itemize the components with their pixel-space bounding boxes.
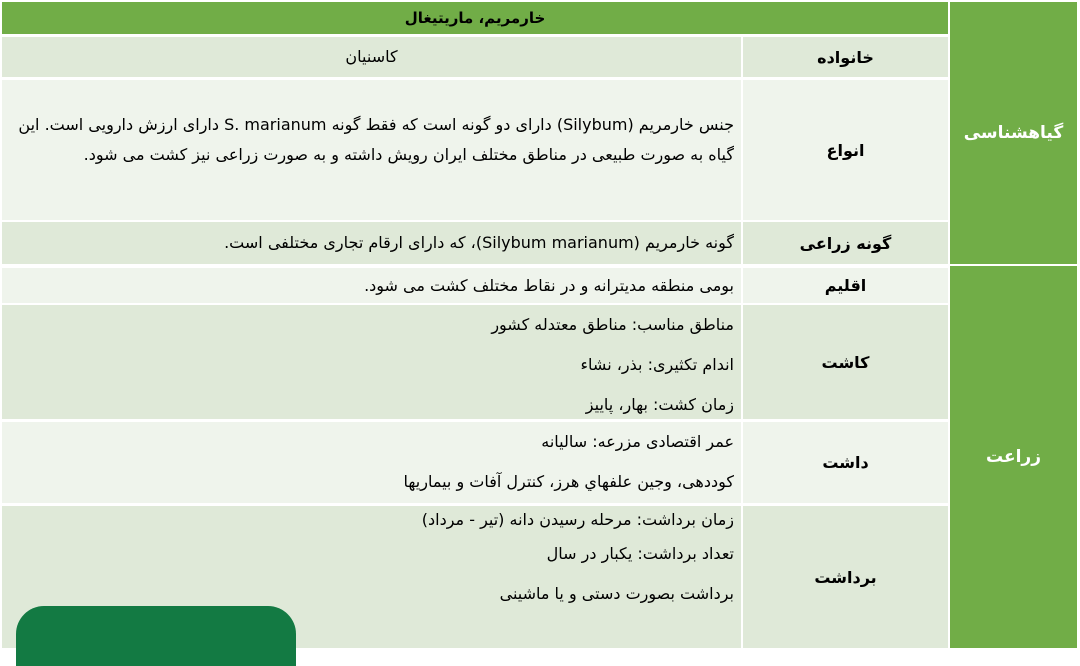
row-label-family [743,37,948,77]
decorative-green-shape [16,606,296,666]
row-value-planting [2,305,741,419]
table-title [2,2,948,34]
row-value-climate [2,268,741,303]
harvest-label: برداشت [814,567,877,587]
family-value: کاسنیان [345,47,398,66]
cultivated-label: گونه زراعی [799,233,892,253]
category-botany-label: گیاهشناسی [963,123,1064,143]
table-title-text: خارمریم، ماریتیغال [404,9,546,27]
row-value-cultivated [2,222,741,264]
row-label-species [743,80,948,220]
category-botany [950,2,1077,264]
family-label: خانواده [817,47,874,67]
cultivated-value: گونه خارمریم (Silybum marianum)، که دارای ارقام تجاری مختلفی است. [224,233,734,252]
row-label-planting [743,305,948,419]
planting-label: کاشت [821,352,870,372]
row-label-harvest [743,506,948,648]
maintenance-line: کوددهی، وجین علفهاي هرز، کنترل آفات و بیماریها [403,472,734,491]
row-label-climate [743,268,948,303]
row-label-maintenance [743,422,948,503]
row-value-species [2,80,741,220]
planting-line: مناطق مناسب: مناطق معتدله کشور [491,315,734,334]
species-label: انواع [826,140,865,160]
category-agriculture-label: زراعت [985,447,1041,467]
row-value-family [2,37,741,77]
harvest-line: تعداد برداشت: یکبار در سال [546,544,734,563]
climate-label: اقلیم [824,276,867,295]
planting-line: زمان کشت: بهار، پاییز [585,395,734,414]
planting-line: اندام تکثیری: بذر، نشاء [580,355,734,374]
row-value-maintenance [2,422,741,503]
category-agriculture [950,266,1077,648]
harvest-line: زمان برداشت: مرحله رسیدن دانه (تیر - مرداد) [421,510,734,529]
maintenance-label: داشت [822,453,869,472]
species-value: جنس خارمریم (Silybum) دارای دو گونه است که فقط گونه S. marianum دارای ارزش دارویی است. این گیاه به صورت طبیعی در مناطق مختلف ایران رویش داشته و به صورت زراعی نیز کشت می شود. [18,115,734,164]
harvest-line: برداشت بصورت دستی و یا ماشینی [499,584,734,603]
climate-value: بومی منطقه مدیترانه و در نقاط مختلف کشت می شود. [364,276,734,295]
maintenance-line: عمر اقتصادی مزرعه: سالیانه [541,432,734,451]
row-label-cultivated [743,222,948,264]
